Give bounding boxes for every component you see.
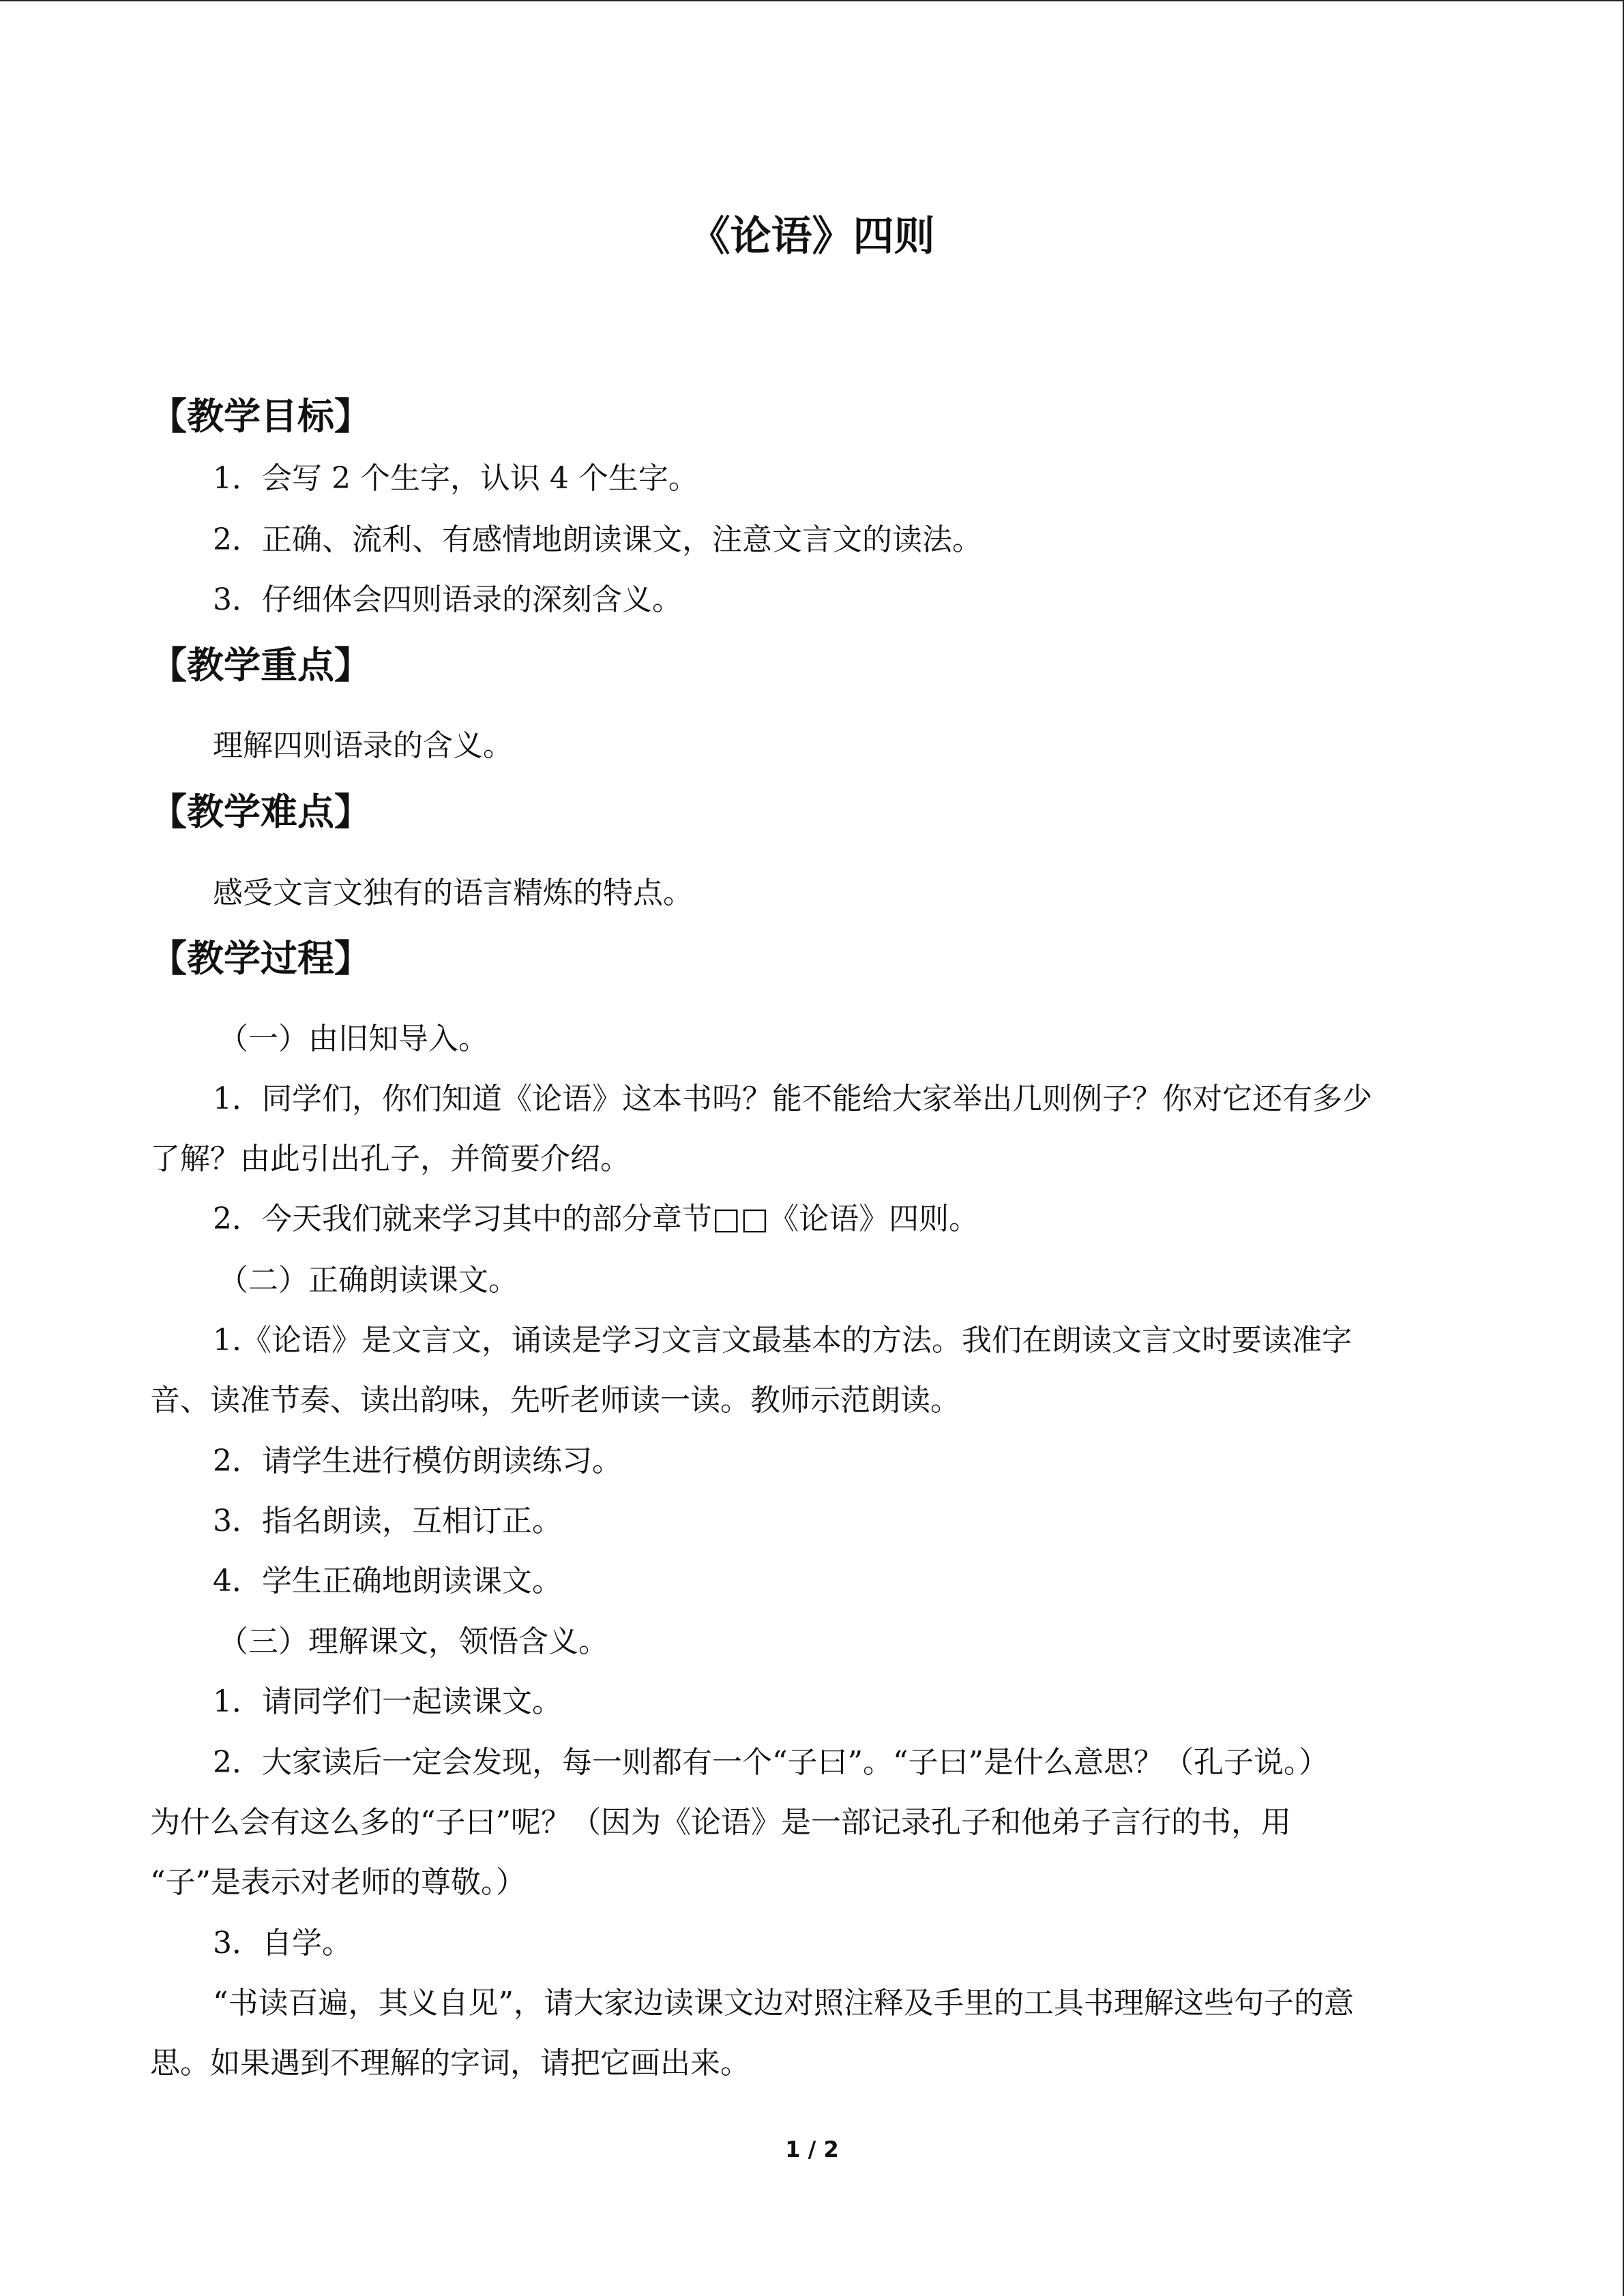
process-subheading: （二）正确朗读课文。 [218,1263,518,1298]
process-line: 为什么会有这么多的“子曰”呢？（因为《论语》是一部记录孔子和他弟子言行的书，用 [150,1805,1291,1840]
process-line: 3．指名朗读，互相订正。 [213,1504,562,1538]
key-point-text: 理解四则语录的含义。 [213,728,513,763]
process-subheading: （一）由旧知导入。 [218,1022,488,1056]
section-heading-difficulties: 【教学难点】 [150,790,371,833]
process-line: “子”是表示对老师的尊敬。） [150,1865,526,1900]
page-title: 《论语》四则 [689,213,935,260]
process-line: 2．今天我们就来学习其中的部分章节□□《论语》四则。 [213,1202,979,1236]
process-line: 思。如果遇到不理解的字词，请把它画出来。 [150,2046,750,2081]
process-line: 3．自学。 [213,1926,352,1960]
process-line: 了解？由此引出孔子，并简要介绍。 [150,1142,630,1176]
page-number: 1 / 2 [785,2136,839,2162]
difficulty-text: 感受文言文独有的语言精炼的特点。 [213,876,693,910]
section-heading-objectives: 【教学目标】 [150,394,371,438]
objective-item: 3．仔细体会四则语录的深刻含义。 [213,582,682,617]
process-line: 2．请学生进行模仿朗读练习。 [213,1444,622,1478]
section-heading-key-points: 【教学重点】 [150,643,371,687]
process-line: 1．同学们，你们知道《论语》这本书吗？能不能给大家举出几则例子？你对它还有多少 [213,1082,1372,1116]
objective-item: 2．正确、流利、有感情地朗读课文，注意文言文的读法。 [213,522,982,557]
process-line: 4．学生正确地朗读课文。 [213,1564,562,1598]
process-line: “书读百遍，其义自见”，请大家边读课文边对照注释及手里的工具书理解这些句子的意 [213,1986,1354,2021]
process-line: 1.《论语》是文言文，诵读是学习文言文最基本的方法。我们在朗读文言文时要读准字 [213,1323,1352,1358]
process-line: 1．请同学们一起读课文。 [213,1684,562,1719]
objective-item: 1．会写 2 个生字，认识 4 个生字。 [213,461,698,496]
process-line: 音、读准节奏、读出韵味，先听老师读一读。教师示范朗读。 [150,1383,960,1418]
process-subheading: （三）理解课文，领悟含义。 [218,1624,608,1659]
process-line: 2．大家读后一定会发现，每一则都有一个“子曰”。“子曰”是什么意思？（孔子说。） [213,1745,1329,1780]
section-heading-process: 【教学过程】 [150,936,371,980]
